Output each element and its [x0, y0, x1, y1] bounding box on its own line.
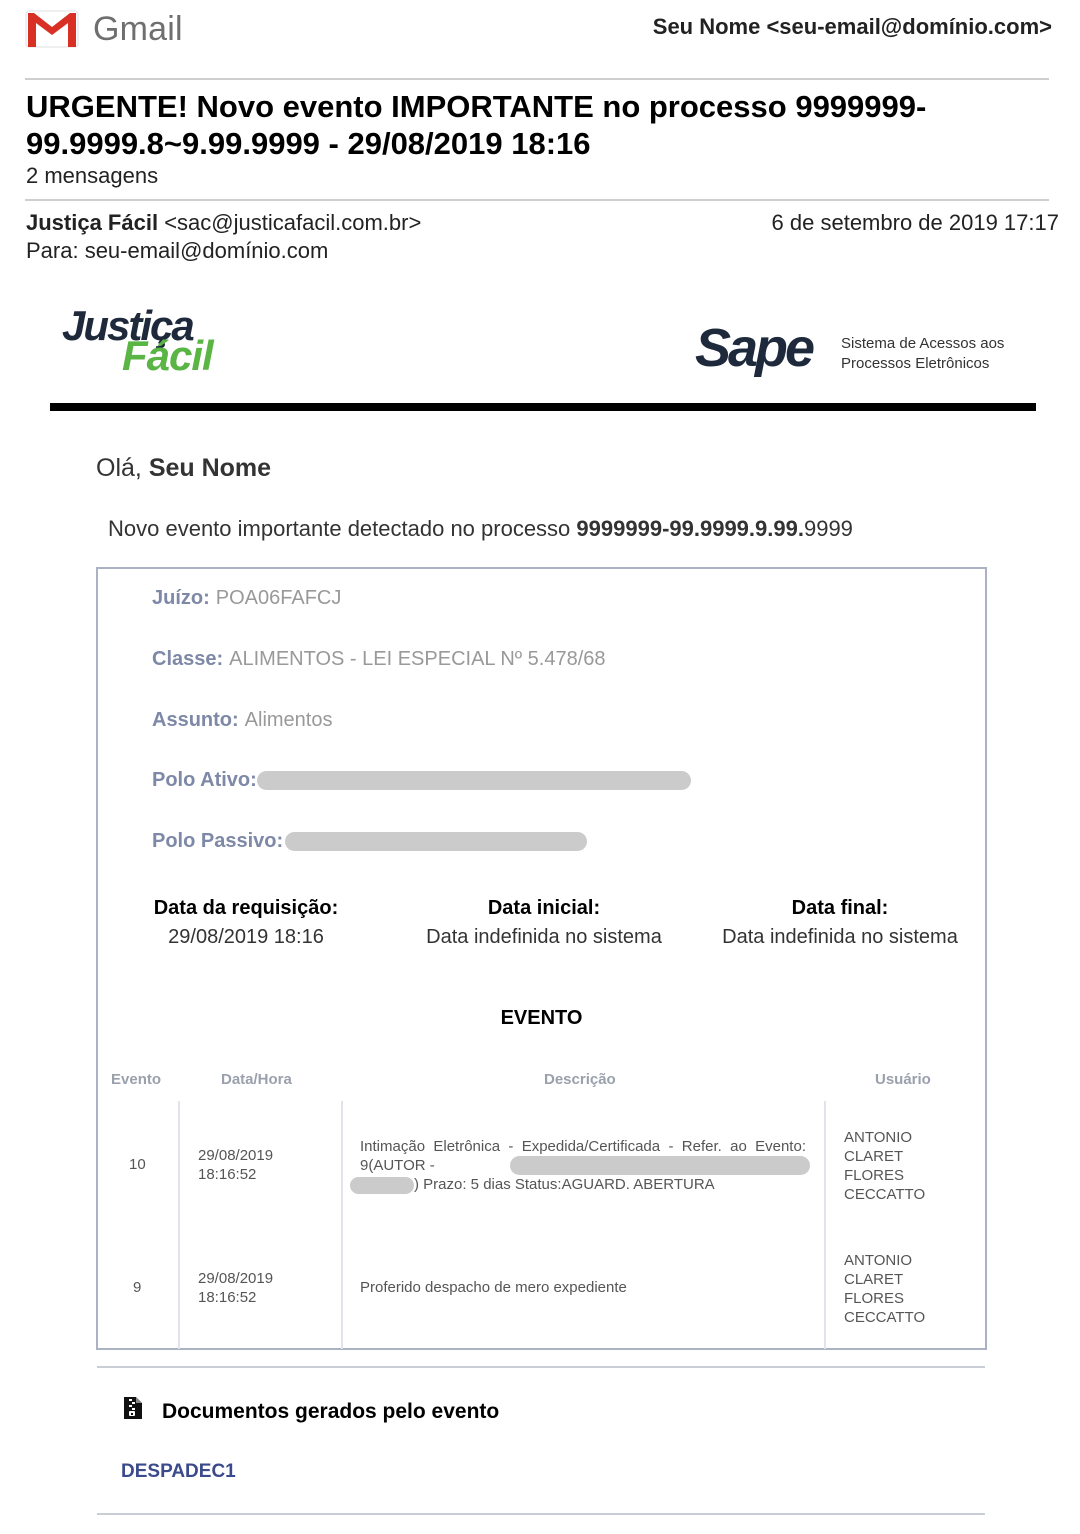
document-link-despadec1[interactable]: DESPADEC1 — [121, 1461, 236, 1482]
row1-user-line: FLORES — [844, 1167, 905, 1184]
row2-date: 29/08/2019 — [198, 1270, 274, 1287]
classe-label: Classe: — [152, 648, 224, 670]
row2-user-line: CECCATTO — [844, 1309, 926, 1326]
field-classe — [152, 648, 606, 671]
documents-divider-top — [97, 1366, 985, 1368]
juizo-value: POA06FAFCJ — [215, 587, 342, 609]
col-header-descricao: Descrição — [544, 1071, 616, 1088]
row1-user-line: CECCATTO — [844, 1186, 926, 1203]
row1-data-hora — [198, 1146, 273, 1184]
sender-email: <sac@justicafacil.com.br> — [164, 210, 422, 235]
process-number-rest: 9999 — [803, 516, 853, 541]
file-zipper-icon — [123, 1396, 143, 1420]
field-juizo — [152, 587, 341, 610]
col-header-data-hora: Data/Hora — [221, 1071, 292, 1088]
logo-word-facil: Fácil — [122, 332, 213, 379]
row1-evento: 10 — [129, 1156, 146, 1173]
date-requisicao — [146, 897, 346, 949]
greeting-prefix: Olá, — [96, 454, 142, 482]
process-card — [96, 567, 987, 1350]
field-polo-ativo — [152, 769, 691, 792]
row1-time: 18:16:52 — [198, 1166, 257, 1183]
row1-desc-part1: Intimação Eletrônica - Expedida/Certificada - Refer. ao Evento: 9(AUTOR - — [360, 1138, 806, 1174]
row2-evento: 9 — [133, 1279, 142, 1296]
row2-user-line: ANTONIO — [844, 1252, 913, 1269]
greeting — [96, 454, 271, 483]
documents-divider-bottom — [97, 1513, 985, 1515]
row2-user-line: FLORES — [844, 1290, 905, 1307]
assunto-value: Alimentos — [244, 709, 333, 731]
inicial-value: Data indefinida no sistema — [426, 926, 662, 948]
documents-title: Documentos gerados pelo evento — [162, 1400, 500, 1423]
dates-row — [98, 897, 985, 967]
row1-user-line: ANTONIO — [844, 1129, 913, 1146]
gmail-envelope-icon — [25, 9, 79, 49]
assunto-label: Assunto: — [152, 709, 239, 731]
greeting-name: Seu Nome — [148, 454, 272, 482]
header-divider — [25, 78, 1049, 80]
date-final — [707, 897, 973, 949]
sape-desc-line1: Sistema de Acessos aos — [841, 335, 1005, 352]
sape-desc-line2: Processos Eletrônicos — [841, 355, 990, 372]
requisicao-label: Data da requisição: — [153, 897, 339, 919]
row1-descricao — [360, 1137, 806, 1194]
gmail-wordmark: Gmail — [93, 9, 183, 48]
justica-facil-logo — [60, 302, 250, 382]
field-assunto — [152, 709, 332, 732]
redaction-polo-ativo — [257, 771, 691, 790]
brand-divider — [50, 403, 1036, 411]
column-divider — [341, 1101, 343, 1349]
email-subject: URGENTE! Novo evento IMPORTANTE no processo 9999999-99.9999.8~9.99.9999 - 29/08/2019 18:16 — [26, 89, 927, 161]
recipient-line: Para: seu-email@domínio.com — [26, 238, 329, 263]
classe-value: ALIMENTOS - LEI ESPECIAL Nº 5.478/68 — [229, 648, 606, 670]
sender-line — [26, 210, 421, 236]
message-date: 6 de setembro de 2019 17:17 — [771, 210, 1059, 235]
final-value: Data indefinida no sistema — [722, 926, 958, 948]
col-header-evento: Evento — [111, 1071, 162, 1088]
field-polo-passivo — [152, 830, 587, 853]
process-number-bold: 9999999-99.9999.9.99. — [576, 516, 804, 541]
sape-logo: Sape — [695, 318, 813, 378]
row2-data-hora — [198, 1269, 273, 1307]
final-label: Data final: — [791, 897, 889, 919]
redaction-polo-passivo — [285, 832, 587, 851]
logo-word-justica: Justiça — [62, 302, 193, 349]
inicial-label: Data inicial: — [487, 897, 601, 919]
polo-ativo-label: Polo Ativo: — [152, 769, 257, 791]
row1-desc-line2 — [350, 1175, 806, 1194]
row1-desc-part2: ) Prazo: 5 dias Status:AGUARD. ABERTURA — [414, 1176, 715, 1193]
row1-date: 29/08/2019 — [198, 1147, 274, 1164]
intro-prefix: Novo evento importante detectado no processo — [108, 516, 571, 541]
subject-divider — [25, 199, 1049, 201]
row2-descricao: Proferido despacho de mero expediente — [360, 1279, 627, 1296]
row2-user-line: CLARET — [844, 1271, 904, 1288]
column-divider — [178, 1101, 180, 1349]
column-divider — [824, 1101, 826, 1349]
evento-title: EVENTO — [500, 1007, 583, 1029]
account-name: Seu Nome <seu-email@domínio.com> — [652, 14, 1052, 39]
message-count: 2 mensagens — [26, 163, 159, 188]
date-inicial — [411, 897, 677, 949]
redaction-autor-continued — [350, 1177, 414, 1194]
row1-usuario — [844, 1128, 925, 1204]
gmail-logo[interactable] — [25, 8, 195, 50]
requisicao-value: 29/08/2019 18:16 — [168, 926, 324, 948]
row2-usuario — [844, 1251, 925, 1327]
sape-description — [841, 334, 1004, 374]
row1-user-line: CLARET — [844, 1148, 904, 1165]
sender-name: Justiça Fácil — [26, 210, 159, 235]
col-header-usuario: Usuário — [875, 1071, 931, 1088]
polo-passivo-label: Polo Passivo: — [152, 830, 284, 852]
intro-text — [108, 516, 853, 542]
row2-time: 18:16:52 — [198, 1289, 257, 1306]
redaction-autor — [510, 1156, 810, 1175]
juizo-label: Juízo: — [152, 587, 210, 609]
